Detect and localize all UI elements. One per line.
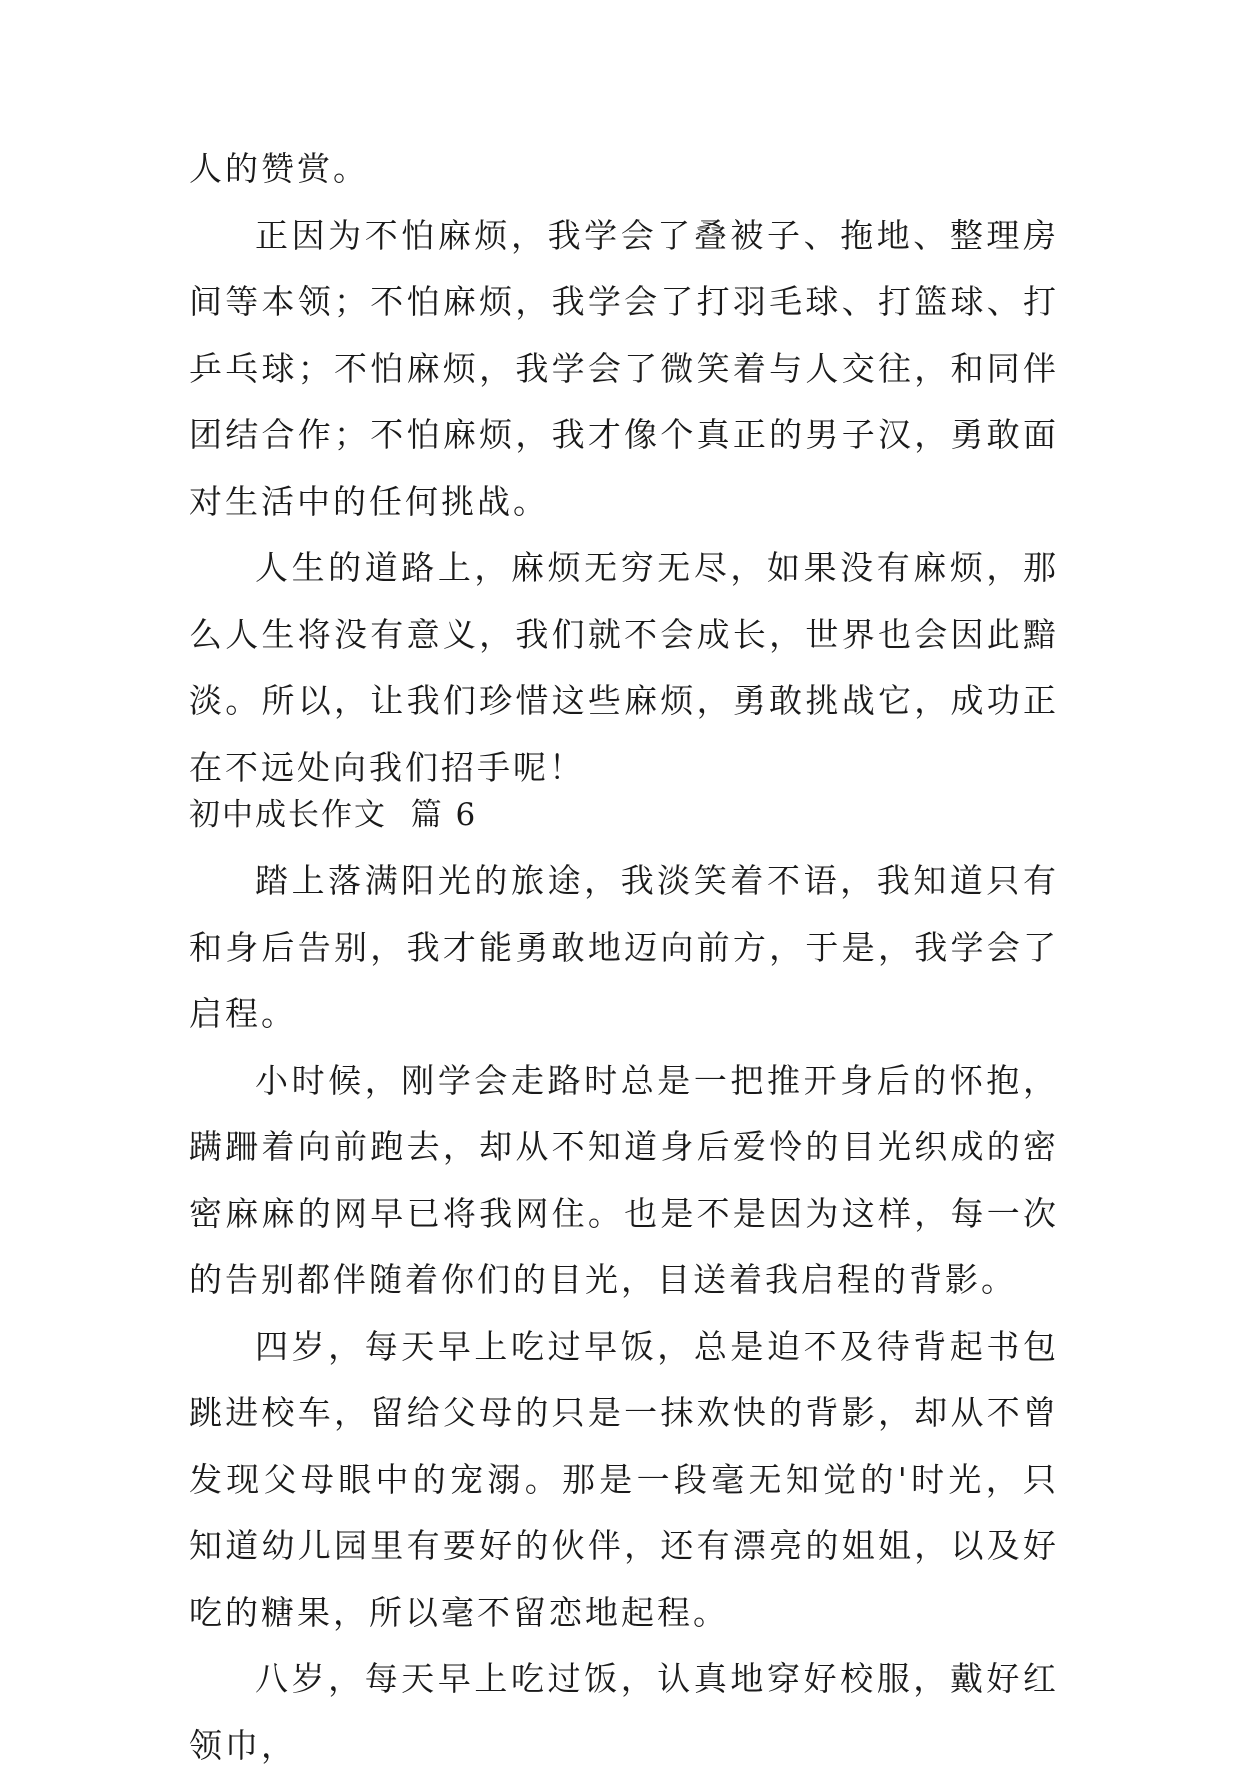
- paragraph: 踏上落满阳光的旅途，我淡笑着不语，我知道只有和身后告别，我才能勇敢地迈向前方，于是，我学会了启程。: [189, 861, 1059, 1033]
- paragraph: 四岁，每天早上吃过早饭，总是迫不及待背起书包跳进校车，留给父母的只是一抹欢快的背影，却从不曾发现父母眼中的宠溺。那是一段毫无知觉的'时光，只知道幼儿园里有要好的伙伴，还有漂亮的姐姐，以及好吃的糖果，所以毫不留恋地起程。: [189, 1326, 1059, 1632]
- paragraph: 正因为不怕麻烦，我学会了叠被子、拖地、整理房间等本领；不怕麻烦，我学会了打羽毛球、打篮球、打乒乓球；不怕麻烦，我学会了微笑着与人交往，和同伴团结合作；不怕麻烦，我才像个真正的男子汉，勇敢面对生活中的任何挑战。: [189, 215, 1059, 521]
- paragraph-continuation: 人的赞赏。: [189, 149, 369, 188]
- section-2: [189, 848, 1059, 1779]
- paragraph: 八岁，每天早上吃过饭，认真地穿好校服，戴好红领巾，: [189, 1659, 1059, 1765]
- essay-heading: 初中成长作文 篇 6: [189, 797, 478, 833]
- paragraph: 人生的道路上，麻烦无穷无尽，如果没有麻烦，那么人生将没有意义，我们就不会成长，世界也会因此黯淡。所以，让我们珍惜这些麻烦，勇敢挑战它，成功正在不远处向我们招手呢！: [189, 548, 1059, 787]
- section-1: [189, 136, 1059, 801]
- paragraph: 小时候，刚学会走路时总是一把推开身后的怀抱，蹒跚着向前跑去，却从不知道身后爱怜的目光织成的密密麻麻的网早已将我网住。也是不是因为这样，每一次的告别都伴随着你们的目光，目送着我启程的背影。: [189, 1060, 1059, 1299]
